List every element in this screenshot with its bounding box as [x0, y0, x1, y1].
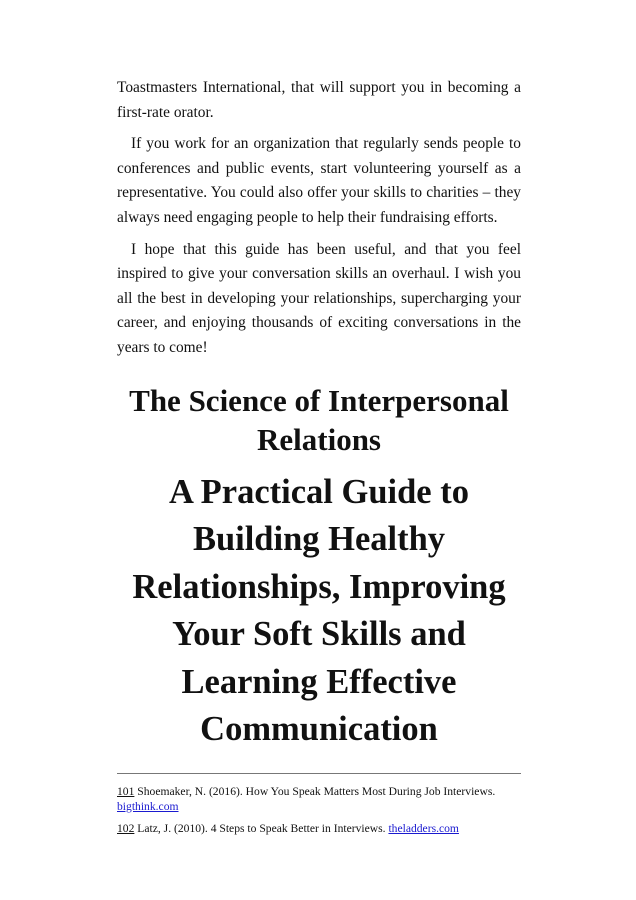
footnote-link[interactable]: theladders.com	[388, 821, 459, 835]
footnote-number[interactable]: 102	[117, 821, 135, 835]
paragraph-continuation: Toastmasters International, that will support you in becoming a first-rate orator.	[117, 79, 521, 121]
footnote-text: Shoemaker, N. (2016). How You Speak Matters Most During Job Interviews.	[134, 784, 496, 798]
footnote-101	[117, 784, 521, 814]
book-subtitle: A Practical Guide to Building Healthy Relationships, Improving Your Soft Skills and Learning Effective Communication	[132, 472, 506, 749]
footnote-link[interactable]: bigthink.com	[117, 799, 179, 813]
footnote-divider	[117, 773, 521, 774]
paragraph-volunteering: If you work for an organization that regularly sends people to conferences and public events, start volunteering yourself as a representative. You could also offer your skills to charities – they always need engaging people to help their fundraising efforts.	[117, 135, 521, 226]
footnote-text: Latz, J. (2010). 4 Steps to Speak Better in Interviews.	[134, 821, 389, 835]
footnote-number[interactable]: 101	[117, 784, 135, 798]
document-page	[117, 76, 521, 836]
footnote-102	[117, 821, 521, 836]
paragraph-closing: I hope that this guide has been useful, and that you feel inspired to give your conversation skills an overhaul. I wish you all the best in developing your relationships, supercharging your career, and enjoying thousands of exciting conversations in the years to come!	[117, 240, 521, 356]
book-title: The Science of Interpersonal Relations	[129, 382, 509, 457]
